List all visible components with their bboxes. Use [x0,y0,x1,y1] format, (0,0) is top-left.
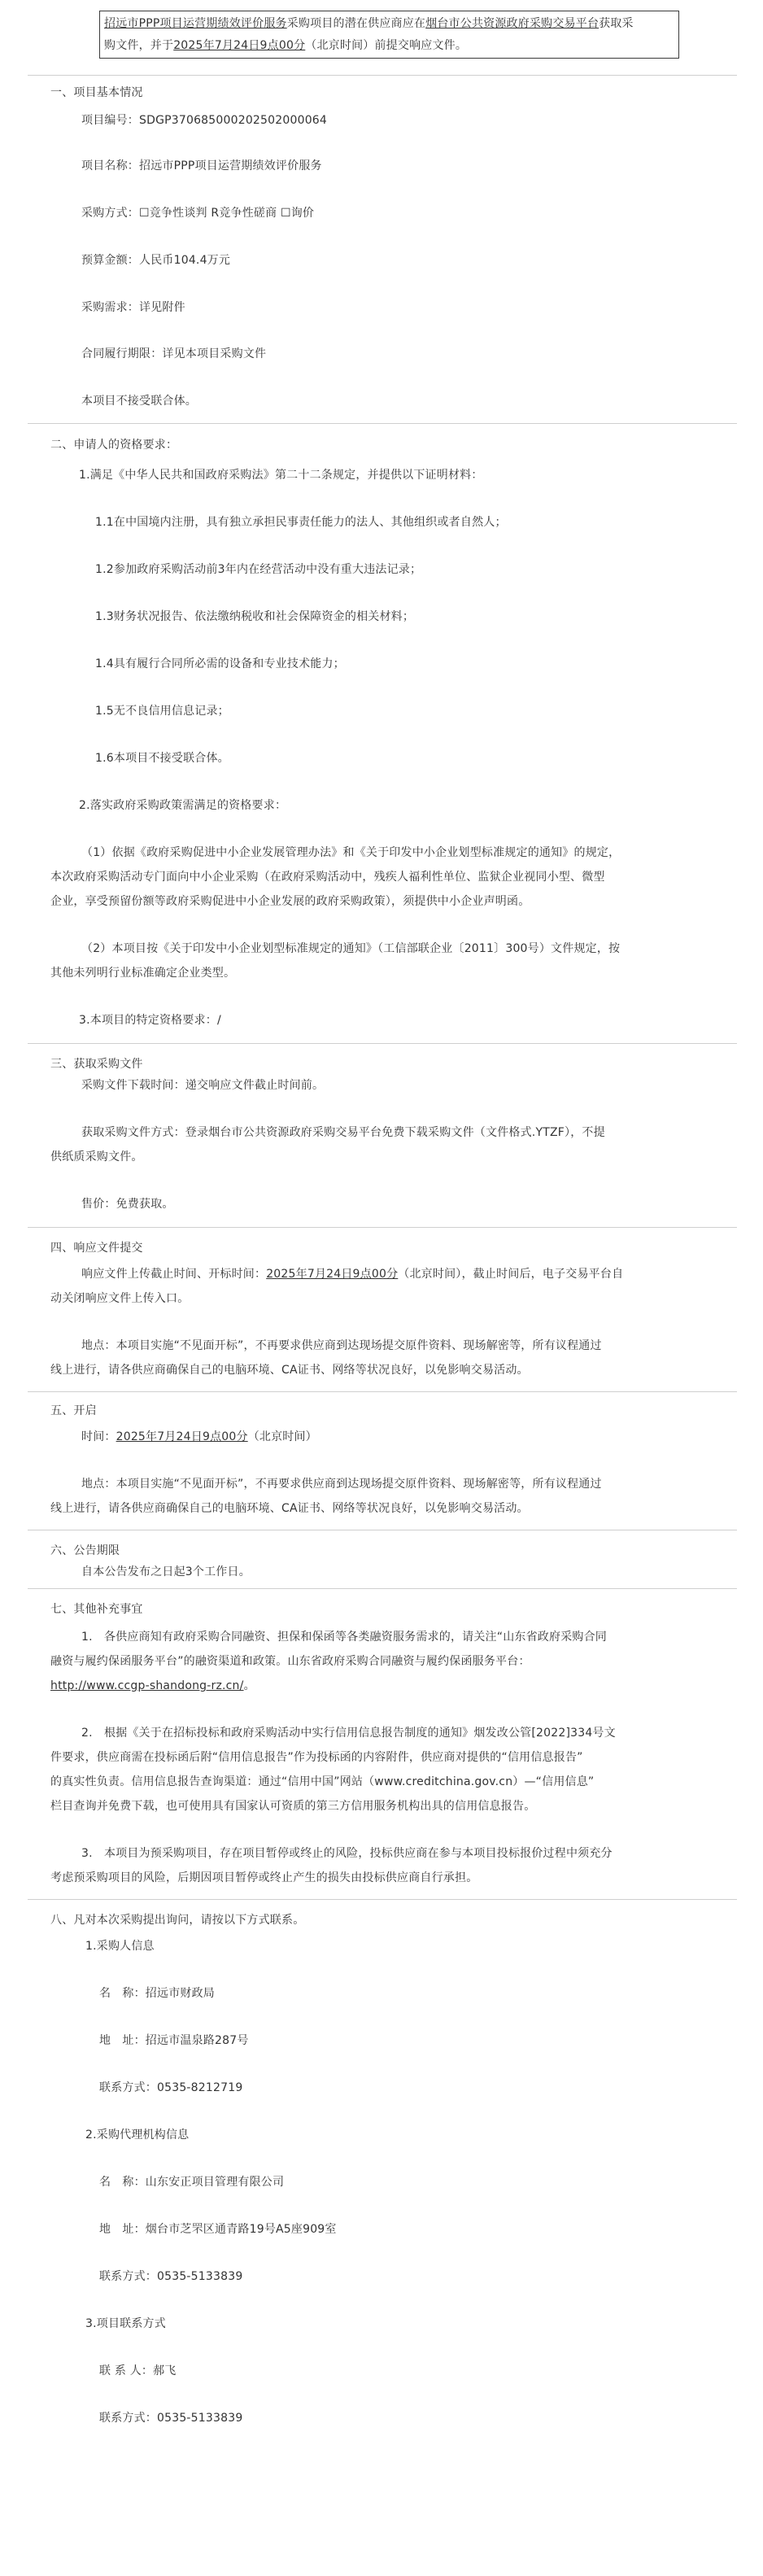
submission-line-2: 动关闭响应文件上传入口。 [50,1292,190,1305]
project-contact-person: 联 系 人：郝飞 [99,2364,177,2377]
obtain-method-line-1: 获取采购文件方式：登录烟台市公共资源政府采购交易平台免费下载采购文件（文件格式.YTZF），不提 [81,1126,605,1139]
submission-pre: 响应文件上传截止时间、开标时间： [81,1268,267,1281]
intro-line2-pre: 购文件，并于 [104,39,174,52]
section4-title: 四、响应文件提交 [50,1242,143,1255]
requirement-1-4: 1.4具有履行合同所必需的设备和专业技术能力； [95,657,345,670]
link-tail: 。 [243,1679,255,1692]
policy-2-line-1: （2）本项目按《关于印发中小企业划型标准规定的通知》（工信部联企业〔2011〕300号）文件规定，按 [81,942,621,955]
opening-time [81,1429,317,1445]
section2-title: 二、申请人的资格要求： [50,439,178,452]
opening-time-pre: 时间： [81,1430,116,1443]
submission-place-line-2: 线上进行，请各供应商确保自己的电脑环境、CA证书、网络等状况良好，以免影响交易活动。 [50,1364,529,1377]
opening-time-post: （北京时间） [247,1430,317,1443]
submission-post: （北京时间），截止时间后，电子交易平台自 [398,1268,624,1281]
price: 售价：免费获取。 [81,1198,174,1211]
section6-title: 六、公告期限 [50,1544,120,1557]
supplement-3-line-2: 考虑预采购项目的风险，后期因项目暂停或终止产生的损失由投标供应商自行承担。 [50,1871,478,1884]
intro-platform: 烟台市公共资源政府采购交易平台 [425,17,600,30]
requirement-1: 1.满足《中华人民共和国政府采购法》第二十二条规定，并提供以下证明材料： [79,469,483,482]
submission-date: 2025年7月24日9点00分 [266,1268,399,1281]
section1-title: 一、项目基本情况 [50,86,143,99]
supplement-1-line-1: 1. 各供应商知有政府采购合同融资、担保和保函等各类融资服务需求的，请关注“山东省政府采购合同 [81,1631,608,1644]
agency-info-title: 2.采购代理机构信息 [85,2128,190,2142]
budget-amount: 预算金额：人民币104.4万元 [81,254,231,267]
requirement-1-6: 1.6本项目不接受联合体。 [95,752,229,765]
buyer-name: 名 称：招远市财政局 [99,1987,215,2000]
divider [28,1043,737,1044]
agency-name: 名 称：山东安正项目管理有限公司 [99,2176,285,2189]
supplement-1-line-2: 融资与履约保函服务平台”的融资渠道和政策。山东省政府采购合同融资与履约保函服务平台： [50,1655,530,1668]
project-number: 项目编号：SDGP370685000202502000064 [81,114,328,127]
requirement-1-2: 1.2参加政府采购活动前3年内在经营活动中没有重大违法记录； [95,563,422,576]
divider [28,1227,737,1228]
policy-1-line-3: 企业，享受预留份额等政府采购促进中小企业发展的政府采购政策），须提供中小企业声明函。 [50,895,530,908]
procurement-method: 采购方式：☐竞争性谈判 R竞争性磋商 ☐询价 [81,207,315,220]
buyer-info-title: 1.采购人信息 [85,1940,155,1953]
buyer-contact: 联系方式：0535-8212719 [99,2081,243,2094]
section5-title: 五、开启 [50,1404,97,1417]
download-time: 采购文件下载时间：递交响应文件截止时间前。 [81,1079,325,1092]
intro-line2-post: （北京时间）前提交响应文件。 [305,39,468,52]
divider [28,423,737,424]
obtain-method-line-2: 供纸质采购文件。 [50,1150,143,1164]
policy-1-line-1: （1）依据《政府采购促进中小企业发展管理办法》和《关于印发中小企业划型标准规定的通知》的规定， [81,846,621,859]
contract-term: 合同履行期限：详见本项目采购文件 [81,347,267,360]
intro-deadline: 2025年7月24日9点00分 [173,39,306,52]
policy-2-line-2: 其他未列明行业标准确定企业类型。 [50,967,236,980]
opening-date: 2025年7月24日9点00分 [116,1430,248,1443]
policy-1-line-2: 本次政府采购活动专门面向中小企业采购（在政府采购活动中，残疾人福利性单位、监狱企业视同小型、微型 [50,871,605,884]
supplement-2-line-2: 件要求，供应商需在投标函后附“信用信息报告”作为投标函的内容附件，供应商对提供的“信用信息报告” [50,1751,583,1764]
requirement-1-3: 1.3财务状况报告、依法缴纳税收和社会保障资金的相关材料； [95,610,415,623]
intro-line-2 [104,37,467,54]
project-contact-phone: 联系方式：0535-5133839 [99,2412,243,2425]
intro-line1-post: 获取采 [599,17,634,30]
section7-title: 七、其他补充事宜 [50,1603,143,1616]
supplement-2-line-3: 的真实性负责。信用信息报告查询渠道：通过“信用中国”网站（www.creditchina.gov.cn）—“信用信息” [50,1775,595,1788]
requirement-1-1: 1.1在中国境内注册，具有独立承担民事责任能力的法人、其他组织或者自然人； [95,516,507,529]
notice-period: 自本公告发布之日起3个工作日。 [81,1565,251,1578]
consortium-note: 本项目不接受联合体。 [81,395,197,408]
procurement-demand: 采购需求：详见附件 [81,301,185,314]
requirement-1-5: 1.5无不良信用信息记录； [95,705,229,718]
submission-place-line-1: 地点：本项目实施“不见面开标”，不再要求供应商到达现场提交原件资料、现场解密等，所有议程通过 [81,1339,602,1352]
requirement-3: 3.本项目的特定资格要求：/ [79,1014,221,1027]
supplement-2-line-1: 2. 根据《关于在招标投标和政府采购活动中实行信用信息报告制度的通知》烟发改公管[2022]334号文 [81,1727,616,1740]
project-name: 项目名称：招远市PPP项目运营期绩效评价服务 [81,159,322,172]
financing-platform-link[interactable]: http://www.ccgp-shandong-rz.cn/ [50,1679,244,1692]
section3-title: 三、获取采购文件 [50,1058,143,1071]
divider [28,1588,737,1589]
buyer-address: 地 址：招远市温泉路287号 [99,2034,249,2047]
section8-title: 八、凡对本次采购提出询问，请按以下方式联系。 [50,1914,305,1927]
opening-place-line-2: 线上进行，请各供应商确保自己的电脑环境、CA证书、网络等状况良好，以免影响交易活动。 [50,1502,529,1515]
supplement-2-line-4: 栏目查询并免费下载，也可使用具有国家认可资质的第三方信用服务机构出具的信用信息报告。 [50,1800,536,1813]
divider [28,1899,737,1900]
supplement-3-line-1: 3. 本项目为预采购项目，存在项目暂停或终止的风险，投标供应商在参与本项目投标报价过程中须充分 [81,1847,613,1860]
opening-place-line-1: 地点：本项目实施“不见面开标”，不再要求供应商到达现场提交原件资料、现场解密等，所有议程通过 [81,1478,602,1491]
intro-line-1 [104,15,634,32]
requirement-2: 2.落实政府采购政策需满足的资格要求： [79,799,287,812]
divider [28,75,737,76]
project-contact-title: 3.项目联系方式 [85,2317,166,2330]
submission-line-1 [81,1266,623,1282]
agency-address: 地 址：烟台市芝罘区通青路19号A5座909室 [99,2223,337,2236]
intro-line1-mid: 采购项目的潜在供应商应在 [286,17,426,30]
intro-project-name: 招远市PPP项目运营期绩效评价服务 [104,17,287,30]
agency-contact: 联系方式：0535-5133839 [99,2270,243,2283]
supplement-1-line-3 [50,1678,255,1694]
divider [28,1391,737,1392]
